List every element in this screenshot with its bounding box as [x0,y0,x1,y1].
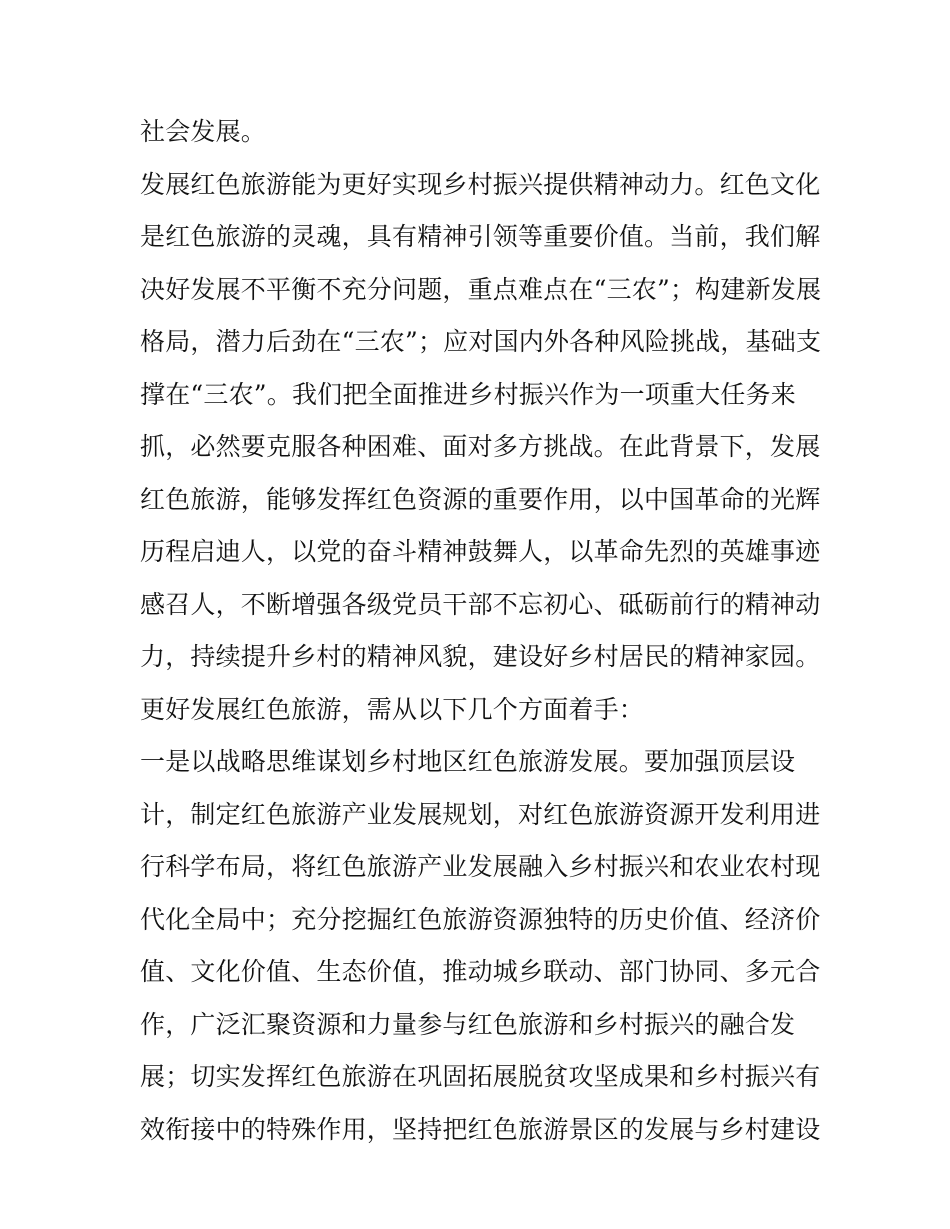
body-text [140,106,820,1156]
text-line: 效衔接中的特殊作用，坚持把红色旅游景区的发展与乡村建设 [140,1114,821,1144]
text-line: 红色旅游，能够发挥红色资源的重要作用，以中国革命的光辉 [140,484,821,514]
text-line: 一是以战略思维谋划乡村地区红色旅游发展。要加强顶层设 [140,747,796,776]
text-line: 行科学布局，将红色旅游产业发展融入乡村振兴和农业农村现 [140,852,821,881]
text-line: 更好发展红色旅游，需从以下几个方面着手： [140,694,645,724]
text-line: 作，广泛汇聚资源和力量参与红色旅游和乡村振兴的融合发 [140,1009,796,1039]
text-line: 格局，潜力后劲在“三农”；应对国内外各种风险挑战，基础支 [140,327,822,356]
text-line: 值、文化价值、生态价值，推动城乡联动、部门协同、多元合 [140,957,821,986]
text-line: 感召人，不断增强各级党员干部不忘初心、砥砺前行的精神动 [140,589,821,619]
text-line: 是红色旅游的灵魂，具有精神引领等重要价值。当前，我们解 [140,222,821,251]
text-line: 决好发展不平衡不充分问题，重点难点在“三农”；构建新发展 [140,274,822,304]
text-line: 撑在“三农”。我们把全面推进乡村振兴作为一项重大任务来 [140,379,796,409]
text-line: 社会发展。 [140,117,267,146]
text-line: 历程启迪人，以党的奋斗精神鼓舞人，以革命先烈的英雄事迹 [140,537,821,566]
text-line: 计，制定红色旅游产业发展规划，对红色旅游资源开发利用进 [140,799,821,829]
text-line: 展；切实发挥红色旅游在巩固拓展脱贫攻坚成果和乡村振兴有 [140,1062,821,1091]
text-line: 抓，必然要克服各种困难、面对多方挑战。在此背景下，发展 [140,432,821,461]
text-line: 发展红色旅游能为更好实现乡村振兴提供精神动力。红色文化 [140,169,821,199]
text-line: 力，持续提升乡村的精神风貌，建设好乡村居民的精神家园。 [140,642,821,671]
text-line: 代化全局中；充分挖掘红色旅游资源独特的历史价值、经济价 [140,904,821,934]
